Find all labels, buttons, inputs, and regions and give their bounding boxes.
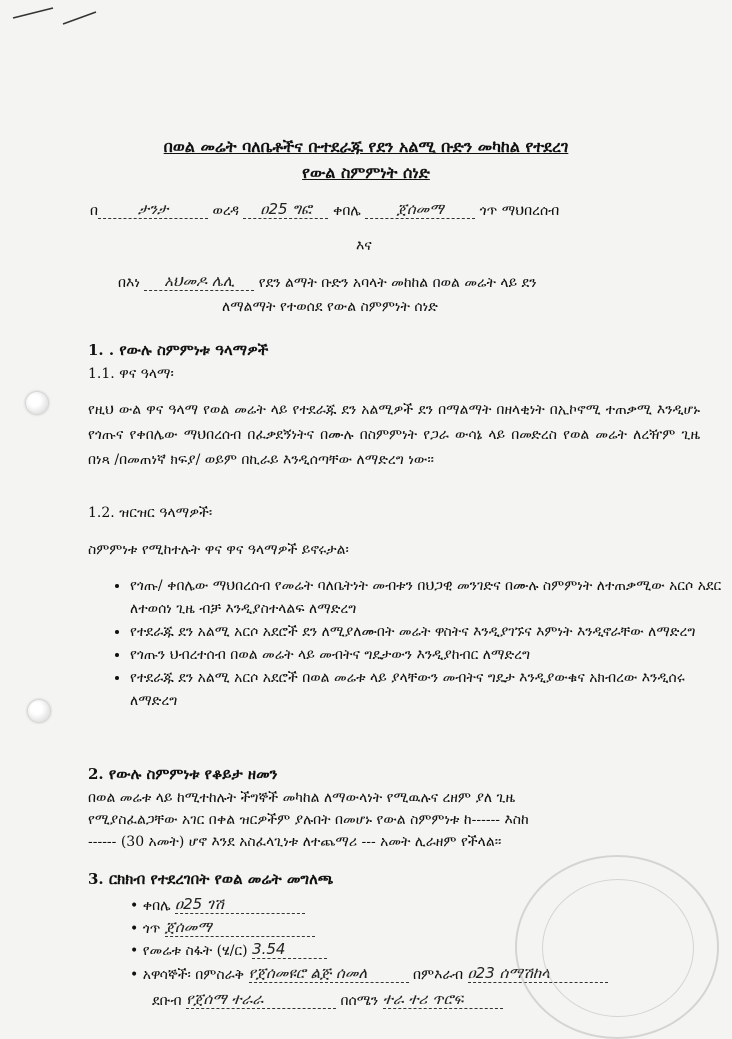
- intro-and: እና: [356, 238, 372, 254]
- kebele-label: ቀበሌ: [332, 203, 361, 219]
- south-label: ደቡብ: [152, 993, 182, 1009]
- section2-line3: ------ (30 አመት) ሆኖ እንደ አስፈላጊነቱ ለተጨማሪ --- አመት ሊራዘም የችላል፡፡: [88, 834, 502, 850]
- west-label: በምእራብ: [413, 967, 464, 983]
- list-item: • የጎጡን ህብረተሰብ በወል መሬት ላይ መብትና ግዴታውን እንዲያከብር ለማድረግ: [130, 644, 726, 667]
- section3-heading: 3. ርክክብ የተደረገበት የወል መሬት መግለጫ: [88, 870, 334, 888]
- north-label: በሰሜን: [340, 993, 379, 1009]
- land-kebele-label: ቀበሌ: [142, 898, 171, 914]
- land-kebele-value: ዐ25 ገሽ: [174, 895, 224, 913]
- intro-line2-prefix: በእነ: [118, 275, 140, 291]
- document-title-line1: በወል መሬት ባለቤቶችና ቡተደራጁ የደን አልሚ ቡድን መካከል የተደረገ: [163, 137, 569, 156]
- intro-line2-rest: የደን ልማት ቡድን አባላት መከከል በወል መሬት ላይ ደን: [258, 275, 537, 291]
- land-border-row: • አዋሳኞች፡ በምስራቅ የጀሰመዩሮ ልጅ ሰመለ በምእራብ ዐ23 ሰማሽከላ: [130, 964, 608, 983]
- got-community-label: ጎጥ ማህበረሰብ: [479, 203, 560, 219]
- intro-line-3: ለማልማት የተወሰደ የውል ስምምነት ሰነድ: [222, 299, 438, 315]
- north-value: ተራ ተሪ ጥሮፍ: [382, 990, 464, 1008]
- intro-line-2: [118, 272, 537, 291]
- land-got-row: • ጎጥ ጀሰመማ: [130, 918, 315, 937]
- list-item: • የጎጡ/ ቀበሌው ማህበረሰብ የመሬት ባለቤትነት መብቱን በህጋዊ መንገድና በሙሉ ስምምነት ለተጠቃሚው አርሶ አደር ለተወሰነ ጊዜ ብቻ እንዲያስተላልፍ ለማድረግ: [130, 575, 726, 621]
- handwritten-woreda: ታንታ: [137, 200, 169, 218]
- woreda-label: ወረዳ: [212, 203, 240, 219]
- pen-scribble-icon: [8, 4, 98, 34]
- objectives-list: [112, 575, 726, 713]
- section1-intro2: ስምምነቱ የሚከተሉት ዋና ዋና ዓላማዎች ይኖሩታል፡: [88, 542, 349, 558]
- land-border-label: አዋሳኞች፡: [142, 967, 191, 983]
- section1-sub1: 1.1. ዋና ዓላማ፡: [88, 366, 174, 382]
- official-seal: [515, 855, 719, 1039]
- land-got-value: ጀሰመማ: [164, 918, 212, 936]
- handwritten-group-leader: አህመዶ ሌሊ: [164, 272, 235, 290]
- punch-hole-top: [26, 392, 48, 414]
- section1-sub2: 1.2. ዝርዝር ዓላማዎች፡: [88, 505, 213, 521]
- punch-hole-bottom: [28, 700, 50, 722]
- document-title-line2: የውል ስምምነት ሰነድ: [302, 163, 430, 182]
- section1-heading: 1. . የውሉ ስምምነቱ ዓላማዎች: [88, 341, 269, 359]
- list-item: • የተደራጁ ደን አልሚ አርሶ አደሮች በወል መሬቱ ላይ ያላቸውን መብትና ግዴታ እንዲያውቁና አክብረው እንዲሰሩ ለማድረግ: [130, 667, 726, 713]
- section2-line2: የሚያስፈልጋቸው አገር በቀል ዝርዎችም ያሉበት በመሆኑ የውል ስምምነቱ ከ------ እስከ: [88, 812, 529, 828]
- west-value: ዐ23 ሰማሽከላ: [467, 964, 550, 982]
- land-area-label: የመሬቱ ስፋት (ሄ/ር): [142, 943, 248, 959]
- south-value: የጀሰማ ተራራ: [186, 990, 264, 1008]
- list-item: • የተደራጁ ደን አልሚ አርሶ አደሮች ደን ለሚያለሙበት መሬት ዋስትና እንዲያገኙና እምነት እንዲኖራቸው ለማድረግ: [130, 621, 726, 644]
- land-got-label: ጎጥ: [142, 921, 161, 937]
- intro-line-1: [90, 200, 559, 219]
- land-area-value: 3.54: [252, 940, 286, 958]
- land-border-row-2: [152, 990, 503, 1009]
- east-value: የጀሰመዩሮ ልጅ ሰመለ: [248, 964, 368, 982]
- official-seal-inner: [542, 879, 694, 1017]
- handwritten-kebele: ዐ25 ግፎ: [260, 200, 312, 218]
- intro-prefix: በ: [90, 203, 99, 219]
- land-kebele-row: • ቀበሌ ዐ25 ገሽ: [130, 895, 305, 914]
- section2-line1: በወል መሬቱ ላይ ከሚተከሉት ችግኞች መካከል ለማውላነት የሚዉሉና ረዘም ያለ ጊዜ: [88, 790, 516, 806]
- land-area-row: • የመሬቱ ስፋት (ሄ/ር) 3.54: [130, 940, 327, 959]
- handwritten-got: ጀሰመማ: [396, 200, 444, 218]
- east-label: በምስራቅ: [195, 967, 245, 983]
- section1-main-purpose: የዚህ ውል ዋና ዓላማ የወል መሬት ላይ የተደራጁ ደን አልሚዎች ደን በማልማት በዘላቂነት በኢኮኖሚ ተጠቃሚ እንዲሆኑ የጎጡና የቀበሌው ማህበረሰብ በፈቃደኝነትና በሙሉ በስምምነት የጋራ ውሳኔ ላይ በመድረስ የወል መሬት ለረዥም ጊዜ በነጻ /በመጠነኛ ክፍያ/ ወይም በኪራይ እንዲሰጣቸው ለማድረግ ነው፡፡: [88, 402, 700, 468]
- section2-heading: 2. የውሉ ስምምነቱ የቆይታ ዘመን: [88, 765, 278, 783]
